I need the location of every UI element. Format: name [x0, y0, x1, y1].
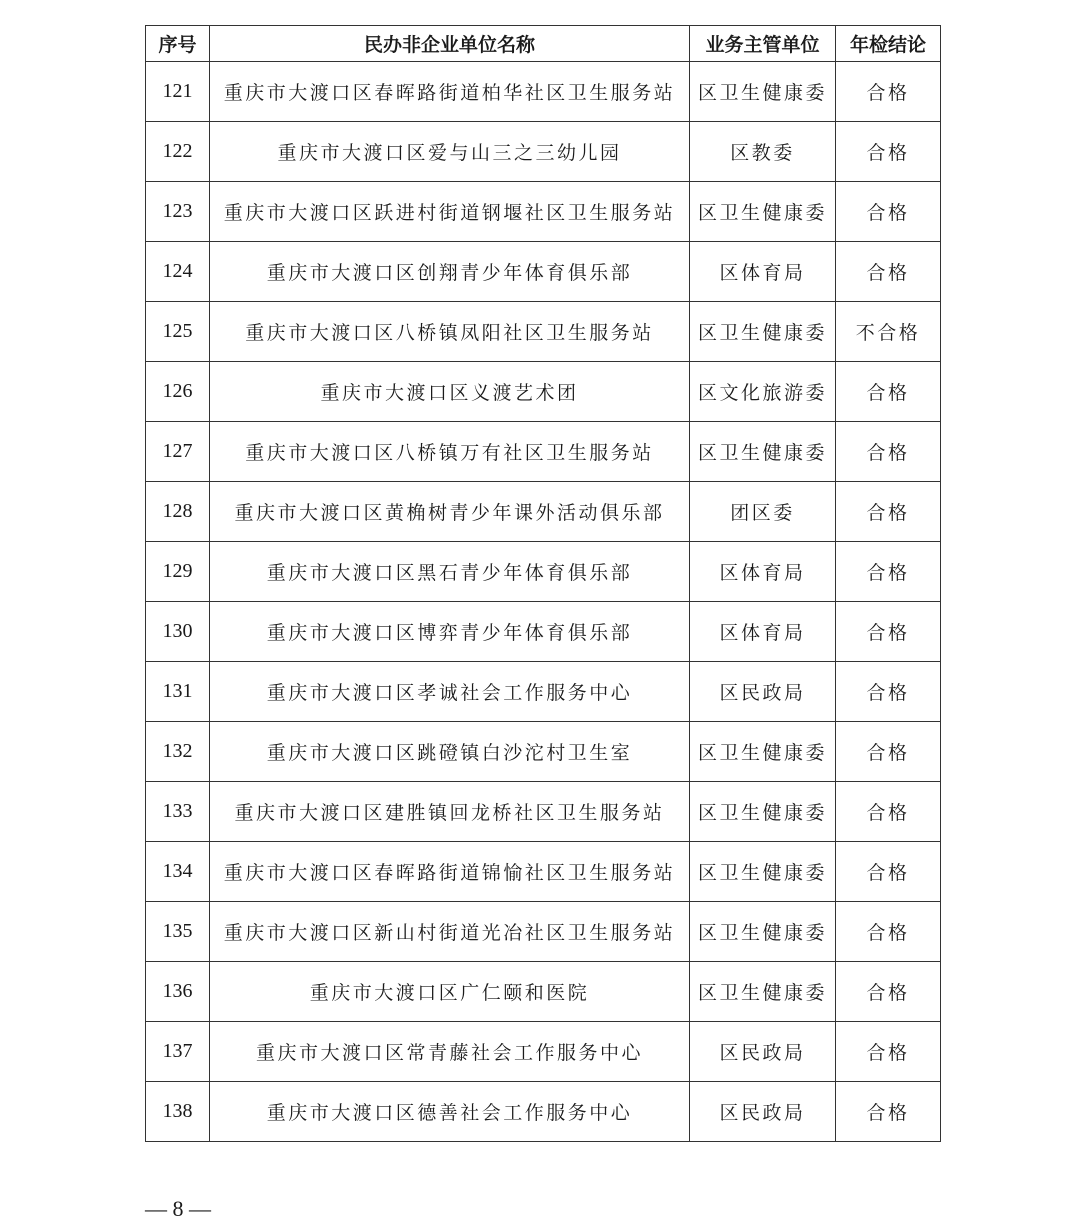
- cell-serial-number: 129: [146, 542, 210, 602]
- cell-serial-number: 137: [146, 1022, 210, 1082]
- header-supervising-unit: 业务主管单位: [690, 26, 836, 62]
- cell-serial-number: 136: [146, 962, 210, 1022]
- cell-inspection-result: 合格: [836, 1082, 941, 1142]
- cell-organization-name: 重庆市大渡口区八桥镇凤阳社区卫生服务站: [210, 302, 690, 362]
- cell-serial-number: 132: [146, 722, 210, 782]
- cell-organization-name: 重庆市大渡口区孝诚社会工作服务中心: [210, 662, 690, 722]
- cell-inspection-result: 合格: [836, 242, 941, 302]
- table-row: [146, 482, 941, 542]
- table-row: [146, 542, 941, 602]
- table-row: [146, 842, 941, 902]
- table-row: [146, 302, 941, 362]
- cell-supervising-unit: 区体育局: [690, 602, 836, 662]
- cell-serial-number: 138: [146, 1082, 210, 1142]
- cell-organization-name: 重庆市大渡口区八桥镇万有社区卫生服务站: [210, 422, 690, 482]
- cell-supervising-unit: 区教委: [690, 122, 836, 182]
- table-header-row: [146, 26, 941, 62]
- cell-inspection-result: 合格: [836, 722, 941, 782]
- cell-serial-number: 124: [146, 242, 210, 302]
- cell-inspection-result: 合格: [836, 482, 941, 542]
- cell-organization-name: 重庆市大渡口区创翔青少年体育俱乐部: [210, 242, 690, 302]
- page-number: — 8 —: [145, 1196, 211, 1221]
- cell-organization-name: 重庆市大渡口区常青藤社会工作服务中心: [210, 1022, 690, 1082]
- cell-organization-name: 重庆市大渡口区德善社会工作服务中心: [210, 1082, 690, 1142]
- cell-supervising-unit: 区卫生健康委: [690, 902, 836, 962]
- cell-inspection-result: 合格: [836, 902, 941, 962]
- cell-serial-number: 121: [146, 62, 210, 122]
- cell-organization-name: 重庆市大渡口区义渡艺术团: [210, 362, 690, 422]
- cell-inspection-result: 合格: [836, 422, 941, 482]
- cell-serial-number: 133: [146, 782, 210, 842]
- table-row: [146, 902, 941, 962]
- table-row: [146, 1022, 941, 1082]
- cell-inspection-result: 合格: [836, 842, 941, 902]
- cell-inspection-result: 合格: [836, 362, 941, 422]
- cell-organization-name: 重庆市大渡口区广仁颐和医院: [210, 962, 690, 1022]
- cell-serial-number: 125: [146, 302, 210, 362]
- cell-supervising-unit: 区体育局: [690, 242, 836, 302]
- cell-supervising-unit: 区卫生健康委: [690, 62, 836, 122]
- cell-organization-name: 重庆市大渡口区博弈青少年体育俱乐部: [210, 602, 690, 662]
- table-row: [146, 662, 941, 722]
- table-row: [146, 62, 941, 122]
- cell-organization-name: 重庆市大渡口区春晖路街道柏华社区卫生服务站: [210, 62, 690, 122]
- cell-supervising-unit: 区卫生健康委: [690, 422, 836, 482]
- cell-inspection-result: 合格: [836, 122, 941, 182]
- table-row: [146, 362, 941, 422]
- cell-supervising-unit: 区体育局: [690, 542, 836, 602]
- table-row: [146, 242, 941, 302]
- cell-serial-number: 126: [146, 362, 210, 422]
- cell-supervising-unit: 区文化旅游委: [690, 362, 836, 422]
- cell-inspection-result: 合格: [836, 182, 941, 242]
- header-serial-number: 序号: [146, 26, 210, 62]
- cell-supervising-unit: 团区委: [690, 482, 836, 542]
- cell-supervising-unit: 区卫生健康委: [690, 782, 836, 842]
- cell-serial-number: 122: [146, 122, 210, 182]
- cell-organization-name: 重庆市大渡口区黄桷树青少年课外活动俱乐部: [210, 482, 690, 542]
- cell-inspection-result: 不合格: [836, 302, 941, 362]
- cell-supervising-unit: 区卫生健康委: [690, 302, 836, 362]
- cell-serial-number: 130: [146, 602, 210, 662]
- table-row: [146, 422, 941, 482]
- cell-organization-name: 重庆市大渡口区黑石青少年体育俱乐部: [210, 542, 690, 602]
- cell-serial-number: 127: [146, 422, 210, 482]
- cell-serial-number: 134: [146, 842, 210, 902]
- table-body: [146, 62, 941, 1142]
- cell-serial-number: 131: [146, 662, 210, 722]
- header-inspection-result: 年检结论: [836, 26, 941, 62]
- cell-supervising-unit: 区民政局: [690, 662, 836, 722]
- cell-inspection-result: 合格: [836, 662, 941, 722]
- cell-organization-name: 重庆市大渡口区跳磴镇白沙沱村卫生室: [210, 722, 690, 782]
- cell-inspection-result: 合格: [836, 1022, 941, 1082]
- table-row: [146, 182, 941, 242]
- cell-inspection-result: 合格: [836, 62, 941, 122]
- cell-inspection-result: 合格: [836, 602, 941, 662]
- cell-organization-name: 重庆市大渡口区建胜镇回龙桥社区卫生服务站: [210, 782, 690, 842]
- table-row: [146, 122, 941, 182]
- cell-inspection-result: 合格: [836, 782, 941, 842]
- cell-supervising-unit: 区卫生健康委: [690, 182, 836, 242]
- cell-supervising-unit: 区卫生健康委: [690, 722, 836, 782]
- table-row: [146, 782, 941, 842]
- table-row: [146, 962, 941, 1022]
- cell-supervising-unit: 区卫生健康委: [690, 842, 836, 902]
- cell-organization-name: 重庆市大渡口区爱与山三之三幼儿园: [210, 122, 690, 182]
- cell-inspection-result: 合格: [836, 962, 941, 1022]
- cell-organization-name: 重庆市大渡口区春晖路街道锦愉社区卫生服务站: [210, 842, 690, 902]
- table-row: [146, 722, 941, 782]
- cell-supervising-unit: 区民政局: [690, 1022, 836, 1082]
- cell-inspection-result: 合格: [836, 542, 941, 602]
- cell-serial-number: 128: [146, 482, 210, 542]
- table-row: [146, 602, 941, 662]
- cell-organization-name: 重庆市大渡口区跃进村街道钢堰社区卫生服务站: [210, 182, 690, 242]
- table-row: [146, 1082, 941, 1142]
- cell-organization-name: 重庆市大渡口区新山村街道光冶社区卫生服务站: [210, 902, 690, 962]
- cell-supervising-unit: 区卫生健康委: [690, 962, 836, 1022]
- cell-supervising-unit: 区民政局: [690, 1082, 836, 1142]
- cell-serial-number: 123: [146, 182, 210, 242]
- header-organization-name: 民办非企业单位名称: [210, 26, 690, 62]
- cell-serial-number: 135: [146, 902, 210, 962]
- org-inspection-table: [145, 25, 941, 1142]
